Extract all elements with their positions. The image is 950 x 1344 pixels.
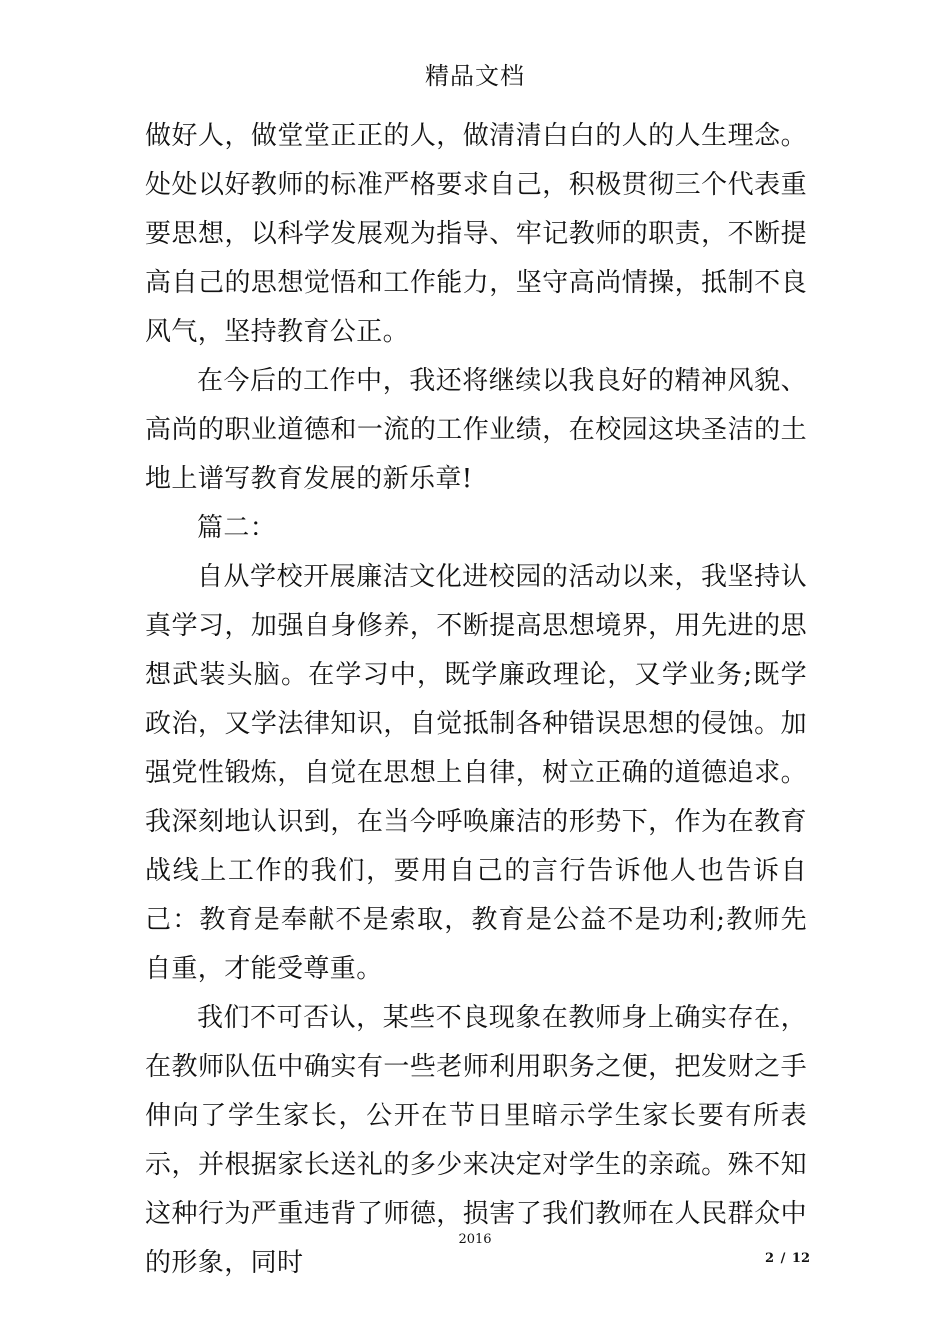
paragraph: 我们不可否认，某些不良现象在教师身上确实存在，在教师队伍中确实有一些老师利用职务之便，把发财之手伸向了学生家长，公开在节日里暗示学生家长要有所表示，并根据家长送礼的多少来决定对学生的亲疏。殊不知这种行为严重违背了师德，损害了我们教师在人民群众中的形象，同时 [145,1003,807,1278]
page-header-title: 精品文档 [425,62,525,90]
page-separator: / [780,1251,786,1266]
page-number [700,1251,810,1267]
page-total: 12 [791,1251,810,1266]
section-heading: 篇二： [197,513,277,543]
paragraph: 自从学校开展廉洁文化进校园的活动以来，我坚持认真学习，加强自身修养，不断提高思想境界，用先进的思想武装头脑。在学习中，既学廉政理论，又学业务;既学政治，又学法律知识，自觉抵制各种错误思想的侵蚀。加强党性锻炼，自觉在思想上自律，树立正确的道德追求。我深刻地认识到，在当今呼唤廉洁的形势下，作为在教育战线上工作的我们，要用自己的言行告诉他人也告诉自己：教育是奉献不是索取，教育是公益不是功利;教师先自重，才能受尊重。 [145,562,807,984]
paragraph: 在今后的工作中，我还将继续以我良好的精神风貌、高尚的职业道德和一流的工作业绩，在校园这块圣洁的土地上谱写教育发展的新乐章! [145,366,807,494]
page-current: 2 [765,1251,775,1266]
paragraph-continuation: 做好人，做堂堂正正的人，做清清白白的人的人生理念。处处以好教师的标准严格要求自己，积极贯彻三个代表重要思想，以科学发展观为指导、牢记教师的职责，不断提高自己的思想觉悟和工作能力，坚守高尚情操，抵制不良风气，坚持教育公正。 [145,121,807,347]
document-body [145,112,807,1288]
footer-year: 2016 [458,1232,492,1247]
